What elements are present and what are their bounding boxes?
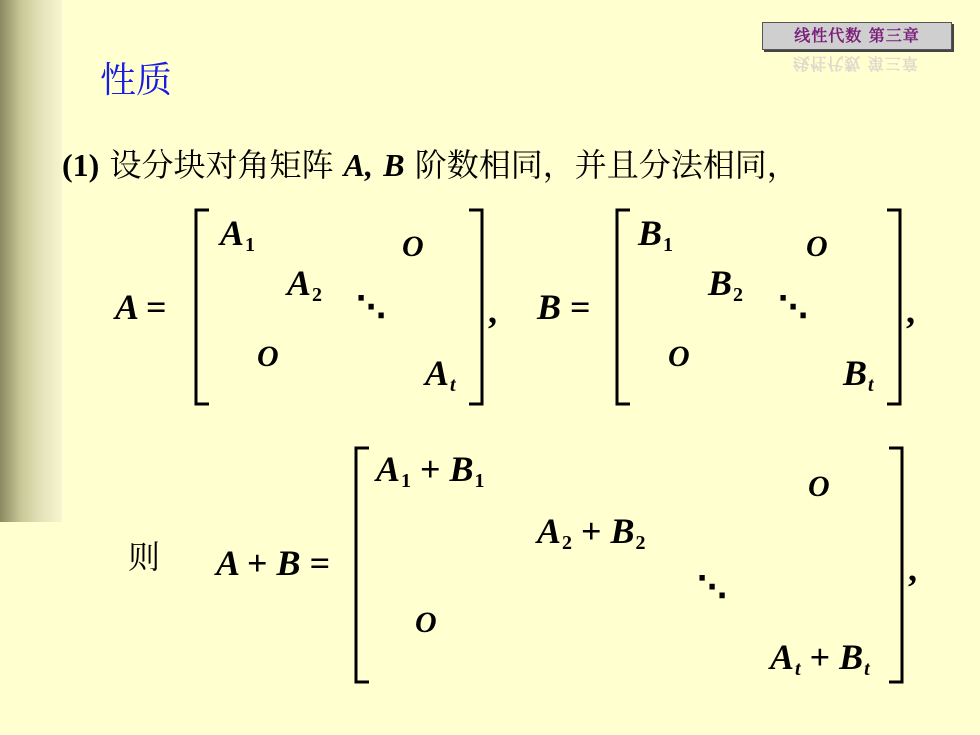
matrix-A-left-bracket (193, 208, 211, 406)
matrix-A-block-2: $A_2$ (287, 263, 323, 306)
matrix-B-right-bracket (885, 208, 903, 406)
matrix-A-ddots: ⋱ (356, 290, 386, 325)
matrix-B-lhs: B = (537, 287, 591, 327)
property-comma: , (365, 147, 374, 183)
sum-zero-upper: O (808, 470, 830, 503)
matrix-A-zero-upper: O (402, 230, 424, 263)
matrix-B-block-t: $B_t$ (843, 353, 874, 396)
property-number: (1) (62, 147, 100, 183)
property-var-A: A (343, 147, 366, 183)
sum-ddots: ⋱ (697, 570, 727, 605)
sum-right-bracket (887, 446, 905, 684)
sum-block-2: $A_2 + B_2$ (537, 511, 646, 554)
page-title: 性质 (100, 60, 173, 101)
left-decoration-bar (0, 0, 62, 522)
property-statement (62, 140, 799, 186)
sum-block-t: $A_t + B_t$ (770, 637, 870, 680)
matrix-A-right-bracket (467, 208, 485, 406)
matrix-A-block-1: $A_1$ (220, 213, 256, 256)
sum-lhs: A + B = (216, 543, 331, 583)
sum-trailing-comma: , (908, 549, 917, 589)
sum-block-1: $A_1 + B_1$ (376, 449, 485, 492)
matrix-B-zero-upper: O (806, 230, 828, 263)
matrix-B-block-1: $B_1$ (638, 213, 674, 256)
matrix-A-block-t: $A_t$ (425, 353, 456, 396)
sum-zero-lower: O (415, 606, 437, 639)
sum-left-bracket (353, 446, 371, 684)
property-text-2: 阶数相同，并且分法相同， (414, 146, 799, 184)
course-badge: 线性代数 第三章 (762, 22, 952, 50)
matrix-B-zero-lower: O (668, 340, 690, 373)
property-text-1: 设分块对角矩阵 (109, 146, 334, 184)
matrix-A-zero-lower: O (257, 340, 279, 373)
property-var-B: B (383, 147, 405, 183)
matrix-B-trailing-comma: , (906, 291, 915, 331)
then-label: 则 (128, 538, 161, 576)
matrix-A-lhs: A = (115, 287, 167, 327)
matrix-B-left-bracket (614, 208, 632, 406)
matrix-B-block-2: $B_2$ (708, 263, 744, 306)
course-badge-reflection: 线性代数 第三章 (793, 54, 919, 73)
matrix-B-ddots: ⋱ (778, 290, 808, 325)
matrix-A-trailing-comma: , (488, 291, 497, 331)
